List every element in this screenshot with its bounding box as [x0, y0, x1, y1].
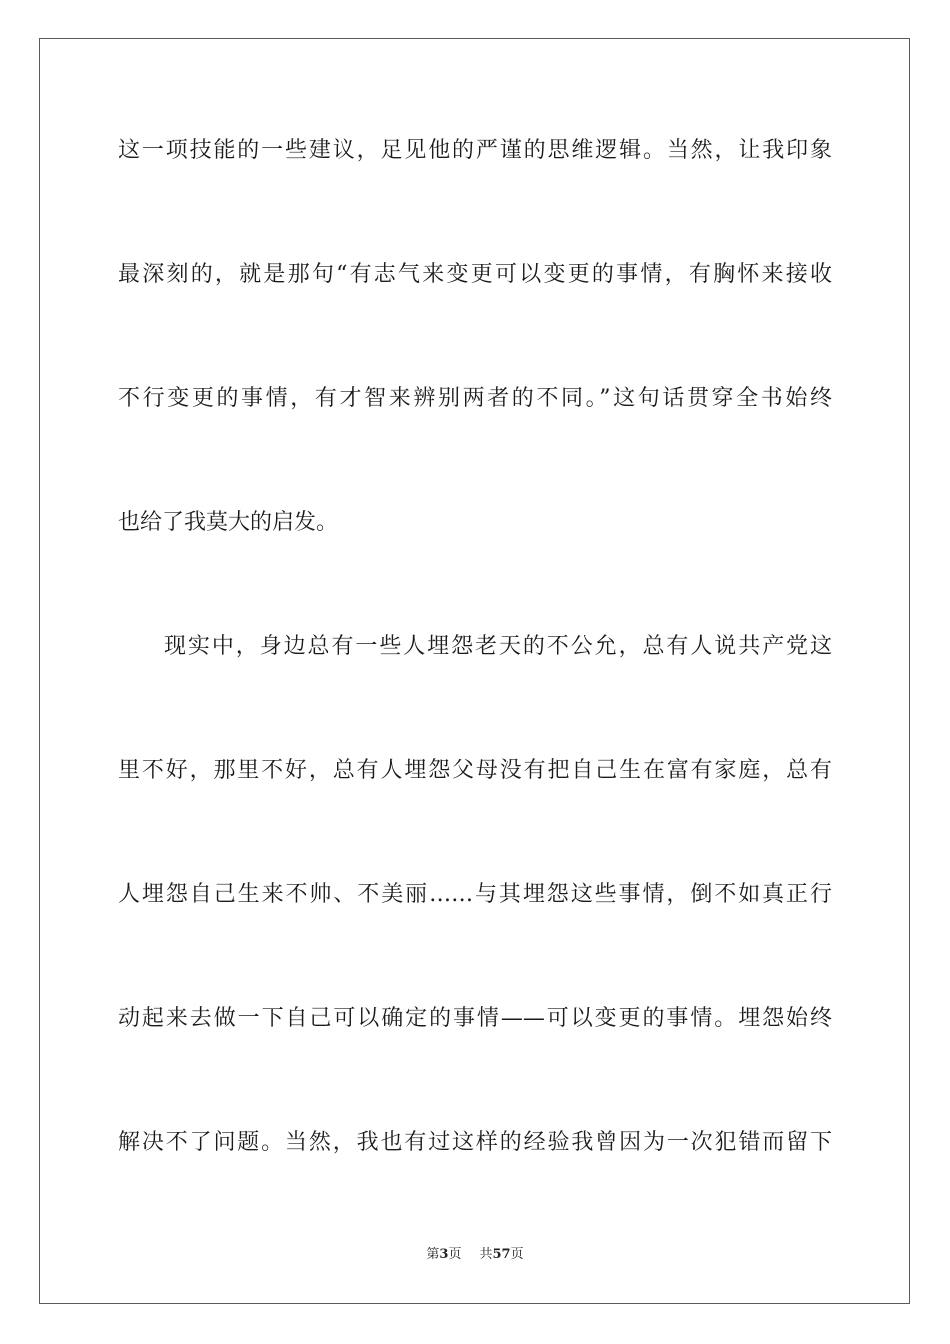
body-text-line: 这一项技能的一些建议，足见他的严谨的思维逻辑。当然，让我印象	[118, 138, 832, 163]
footer-total-suffix: 页	[510, 1247, 524, 1262]
page-footer	[0, 1246, 950, 1264]
body-text-line: 里不好，那里不好，总有人埋怨父母没有把自己生在富有家庭，总有	[118, 758, 832, 783]
current-page-number: 3	[439, 1247, 449, 1262]
page-frame	[39, 38, 910, 1304]
footer-page-suffix: 页	[448, 1247, 462, 1262]
body-text-line: 解决不了问题。当然，我也有过这样的经验我曾因为一次犯错而留下	[118, 1130, 832, 1155]
body-text-line: 也给了我莫大的启发。	[118, 510, 339, 535]
total-pages-number: 57	[492, 1247, 511, 1262]
body-text-line: 人埋怨自己生来不帅、不美丽……与其埋怨这些事情，倒不如真正行	[118, 882, 832, 907]
body-text-line: 动起来去做一下自己可以确定的事情——可以变更的事情。埋怨始终	[118, 1006, 832, 1031]
footer-total-prefix: 共	[479, 1247, 493, 1262]
body-text-line: 不行变更的事情，有才智来辨别两者的不同。”这句话贯穿全书始终	[118, 386, 832, 411]
body-text-line: 最深刻的，就是那句“有志气来变更可以变更的事情，有胸怀来接收	[118, 262, 832, 287]
paragraph-first-line: 现实中，身边总有一些人埋怨老天的不公允，总有人说共产党这	[164, 634, 832, 659]
footer-prefix: 第	[426, 1247, 440, 1262]
